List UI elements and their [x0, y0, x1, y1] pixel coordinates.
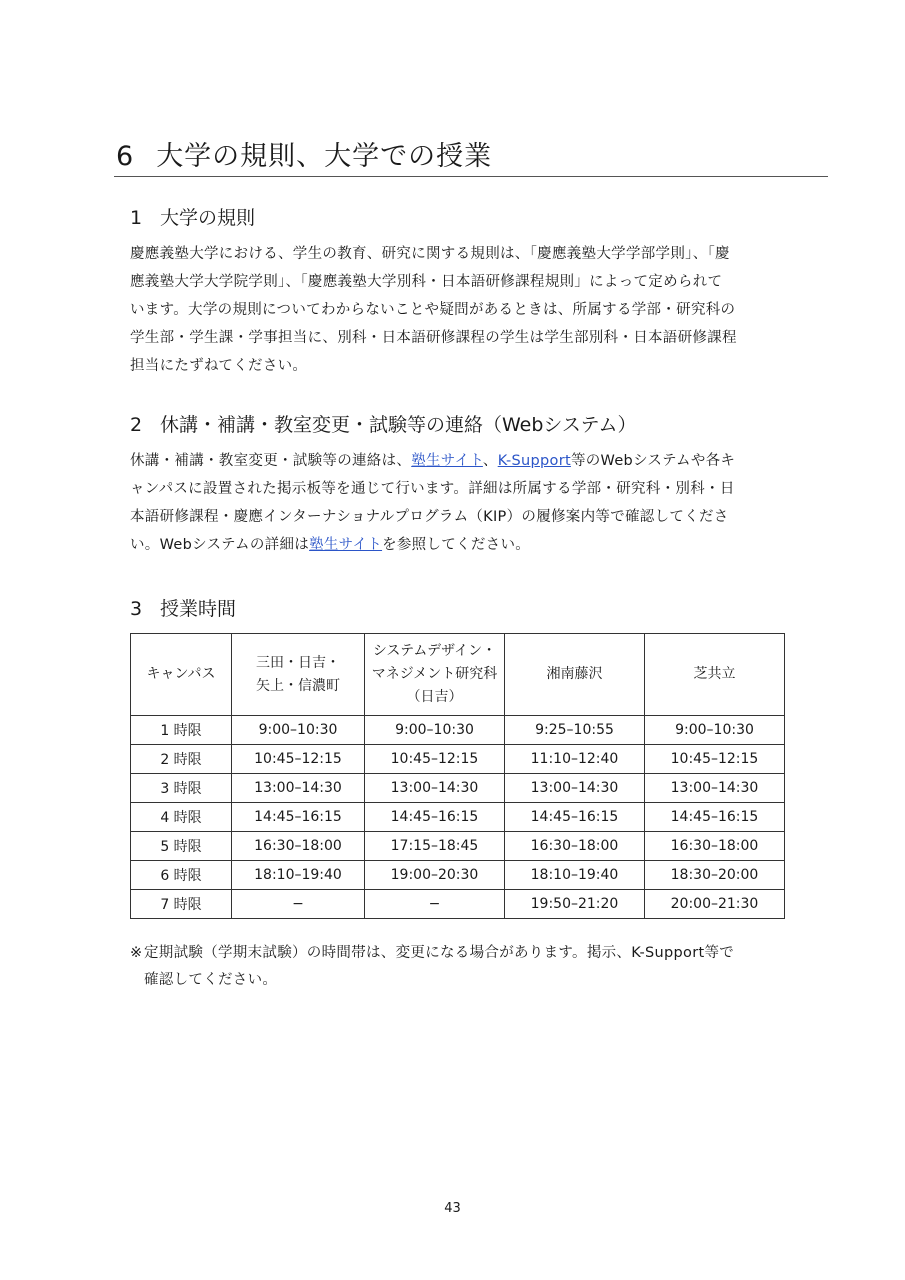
table-row	[131, 832, 785, 861]
notices-paragraph	[130, 447, 786, 559]
header-mita-hiyoshi	[232, 634, 365, 716]
time-cell: 18:10–19:40	[505, 861, 645, 890]
page-number: 43	[444, 1201, 461, 1216]
header-shonan-fujisawa	[505, 634, 645, 716]
table-row	[131, 803, 785, 832]
time-cell: 13:00–14:30	[232, 774, 365, 803]
period-cell: 3 時限	[131, 774, 232, 803]
time-cell: 11:10–12:40	[505, 745, 645, 774]
chapter-title	[116, 134, 492, 173]
time-cell: 18:30–20:00	[645, 861, 785, 890]
paragraph-line: ャンパスに設置された掲示板等を通じて行います。詳細は所属する学部・研究科・別科・日	[130, 481, 735, 497]
section-title: 休講・補講・教室変更・試験等の連絡（Webシステム）	[160, 414, 637, 436]
header-shiba-kyoritsu	[645, 634, 785, 716]
period-cell: 1 時限	[131, 716, 232, 745]
paragraph-line	[130, 531, 786, 559]
time-cell: 16:30–18:00	[505, 832, 645, 861]
time-cell: −	[232, 890, 365, 919]
header-campus	[131, 634, 232, 716]
header-line: 三田・日吉・	[256, 654, 340, 671]
time-cell: 9:00–10:30	[232, 716, 365, 745]
time-cell: 14:45–16:15	[645, 803, 785, 832]
section-heading-class-hours	[130, 594, 236, 621]
text-run: 休講・補講・教室変更・試験等の連絡は、	[130, 453, 412, 469]
time-cell: 10:45–12:15	[365, 745, 505, 774]
time-cell: 10:45–12:15	[645, 745, 785, 774]
chapter-title-text: 大学の規則、大学での授業	[156, 141, 493, 172]
time-cell: 14:45–16:15	[505, 803, 645, 832]
section-title: 授業時間	[160, 598, 237, 620]
header-line: 芝共立	[693, 666, 736, 682]
rules-paragraph	[130, 240, 786, 380]
paragraph-line: います。大学の規則についてわからないことや疑問があるときは、所属する学部・研究科の	[130, 302, 736, 318]
table-row	[131, 716, 785, 745]
time-cell: 13:00–14:30	[505, 774, 645, 803]
paragraph-line: 本語研修課程・慶應インターナショナルプログラム（KIP）の履修案内等で確認してくださ	[130, 509, 729, 525]
section-heading-rules	[130, 203, 255, 230]
time-cell: 16:30–18:00	[232, 832, 365, 861]
note-line: 確認してください。	[144, 972, 278, 988]
class-hours-table	[130, 633, 785, 919]
time-cell: 20:00–21:30	[645, 890, 785, 919]
chapter-number: 6	[116, 141, 135, 172]
time-cell: 19:50–21:20	[505, 890, 645, 919]
paragraph-line: 慶應義塾大学における、学生の教育、研究に関する規則は、「慶應義塾大学学部学則」、「慶	[130, 246, 730, 262]
table-row	[131, 745, 785, 774]
period-cell: 2 時限	[131, 745, 232, 774]
header-line: 湘南藤沢	[546, 666, 603, 682]
table-row	[131, 890, 785, 919]
table-row	[131, 774, 785, 803]
text-run: 等のWebシステムや各キ	[570, 453, 736, 469]
header-sdm	[365, 634, 505, 716]
period-cell: 4 時限	[131, 803, 232, 832]
time-cell: 17:15–18:45	[365, 832, 505, 861]
exam-time-note	[130, 940, 790, 994]
text-run: を参照してください。	[382, 537, 531, 553]
section-number: 1	[130, 207, 143, 229]
juku-site-link[interactable]: 塾生サイト	[411, 453, 483, 469]
note-line	[130, 940, 790, 967]
section-number: 2	[130, 414, 143, 436]
time-cell: 13:00–14:30	[365, 774, 505, 803]
section-heading-notices	[130, 410, 637, 437]
time-cell: 14:45–16:15	[232, 803, 365, 832]
paragraph-line: 担当にたずねてください。	[130, 358, 308, 374]
time-cell: −	[365, 890, 505, 919]
juku-site-link[interactable]: 塾生サイト	[309, 537, 383, 553]
chapter-divider	[114, 176, 828, 177]
table-header-row	[131, 634, 785, 716]
time-cell: 19:00–20:30	[365, 861, 505, 890]
header-line: システムデザイン・	[372, 643, 497, 659]
paragraph-line	[130, 447, 786, 475]
k-support-link[interactable]: K-Support	[497, 453, 571, 469]
section-title: 大学の規則	[160, 207, 256, 229]
period-cell: 6 時限	[131, 861, 232, 890]
paragraph-line: 應義塾大学大学院学則」、「慶應義塾大学別科・日本語研修課程規則」によって定められて	[130, 274, 723, 290]
time-cell: 14:45–16:15	[365, 803, 505, 832]
header-line: キャンパス	[146, 666, 216, 682]
time-cell: 9:00–10:30	[645, 716, 785, 745]
time-cell: 13:00–14:30	[645, 774, 785, 803]
time-cell: 10:45–12:15	[232, 745, 365, 774]
header-line: マネジメント研究科	[371, 666, 498, 682]
text-run: 、	[482, 453, 498, 469]
paragraph-line: 学生部・学生課・学事担当に、別科・日本語研修課程の学生は学生部別科・日本語研修課程	[130, 330, 737, 346]
period-cell: 5 時限	[131, 832, 232, 861]
header-line: 矢上・信濃町	[256, 677, 340, 694]
time-cell: 18:10–19:40	[232, 861, 365, 890]
period-cell: 7 時限	[131, 890, 232, 919]
time-cell: 9:00–10:30	[365, 716, 505, 745]
table-row	[131, 861, 785, 890]
note-text: 定期試験（学期末試験）の時間帯は、変更になる場合があります。掲示、K-Support等で	[144, 945, 735, 961]
header-line: （日吉）	[406, 689, 463, 705]
reference-mark: ※	[130, 945, 143, 961]
text-run: い。Webシステムの詳細は	[130, 537, 310, 553]
time-cell: 9:25–10:55	[505, 716, 645, 745]
time-cell: 16:30–18:00	[645, 832, 785, 861]
section-number: 3	[130, 598, 143, 620]
